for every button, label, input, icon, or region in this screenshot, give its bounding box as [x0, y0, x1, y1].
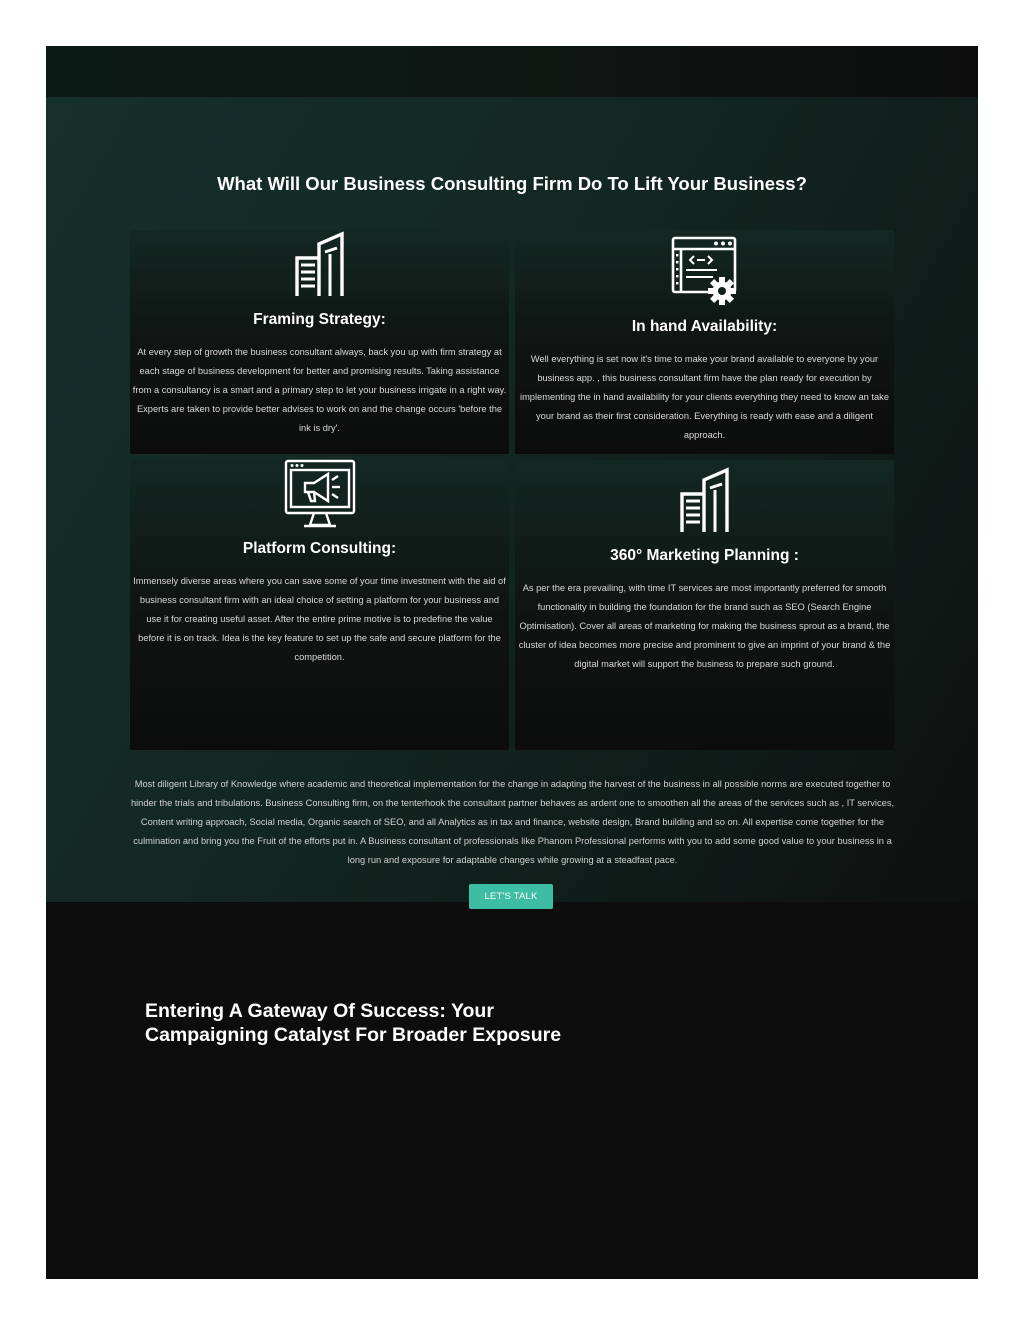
card-description: As per the era prevailing, with time IT services are most importantly preferred for smooth functionality in building the foundation for the brand such as SEO (Search Engine Optimisation). Cover all areas of marketing for making the business sprout as a brand, the cluster of idea becomes more precise and prominent to give an imprint of your brand & the digital market will support the business to prepare such ground.	[518, 583, 891, 669]
gateway-heading-line-2: Campaigning Catalyst For Broader Exposure	[145, 1024, 562, 1046]
card-description: Immensely diverse areas where you can save some of your time investment with the aid of business consultant firm with an ideal choice of setting a platform for your business and use it for creating useful asset. After the entire prime motive is to predefine the value before it is on track. Idea is the key feature to set up the safe and secure platform for the competition.	[133, 576, 506, 662]
services-section	[46, 97, 978, 902]
card-title: 360° Marketing Planning :	[610, 547, 799, 564]
gateway-heading	[145, 999, 665, 1047]
gateway-heading-line-1: Entering A Gateway Of Success: Your	[145, 1000, 494, 1022]
summary-paragraph: Most diligent Library of Knowledge where academic and theoretical implementation for the change in adapting the harvest of the business in all possible norms are executed together to hinder the trials and tribulations. Business Consulting firm, on the tenterhook the consultant partner behaves as ardent one to smoothen all the areas of the services such as , IT services, Content writing approach, Social media, Organic search of SEO, and all Analytics as in tax and finance, website design, Brand building and so on. All expertise come together for the culmination and bring you the Fruit of the efforts put in. A Business consultant of professionals like Phanom Professional performs with you to add some good value to your business in a long run and exposure for adaptable changes while growing at a steadfast pace.	[130, 779, 895, 865]
card-title: Framing Strategy:	[253, 311, 386, 328]
card-description: At every step of growth the business consultant always, back you up with firm strategy at each stage of business development for better and promising results. Taking assistance from a consultancy is a smart and a primary step to let your business irrigate in a right way. Experts are taken to provide better advises to work on and the change occurs 'before the ink is dry'.	[132, 347, 507, 433]
card-title: In hand Availability:	[631, 318, 778, 335]
page	[46, 46, 978, 1279]
top-strip	[46, 46, 978, 97]
megaphone-monitor-icon	[283, 459, 357, 531]
card-description: Well everything is set now it's time to make your brand available to everyone by your business app. , this business consultant firm have the plan ready for execution by implementing the in hand availability for your clients everything they need to know an take your brand as their first consideration. Everything is ready with ease and a diligent approach.	[520, 354, 889, 440]
building-icon	[290, 232, 350, 298]
service-card-360-marketing-planning	[515, 460, 894, 750]
service-card-in-hand-availability	[515, 230, 894, 454]
service-card-framing-strategy	[130, 230, 509, 454]
card-title: Platform Consulting:	[242, 540, 397, 557]
service-card-platform-consulting	[130, 460, 509, 750]
code-settings-icon	[669, 236, 741, 306]
lets-talk-button[interactable]: LET'S TALK	[469, 884, 553, 909]
building-icon	[675, 468, 735, 534]
section-title: What Will Our Business Consulting Firm Do To Lift Your Business?	[217, 173, 807, 194]
